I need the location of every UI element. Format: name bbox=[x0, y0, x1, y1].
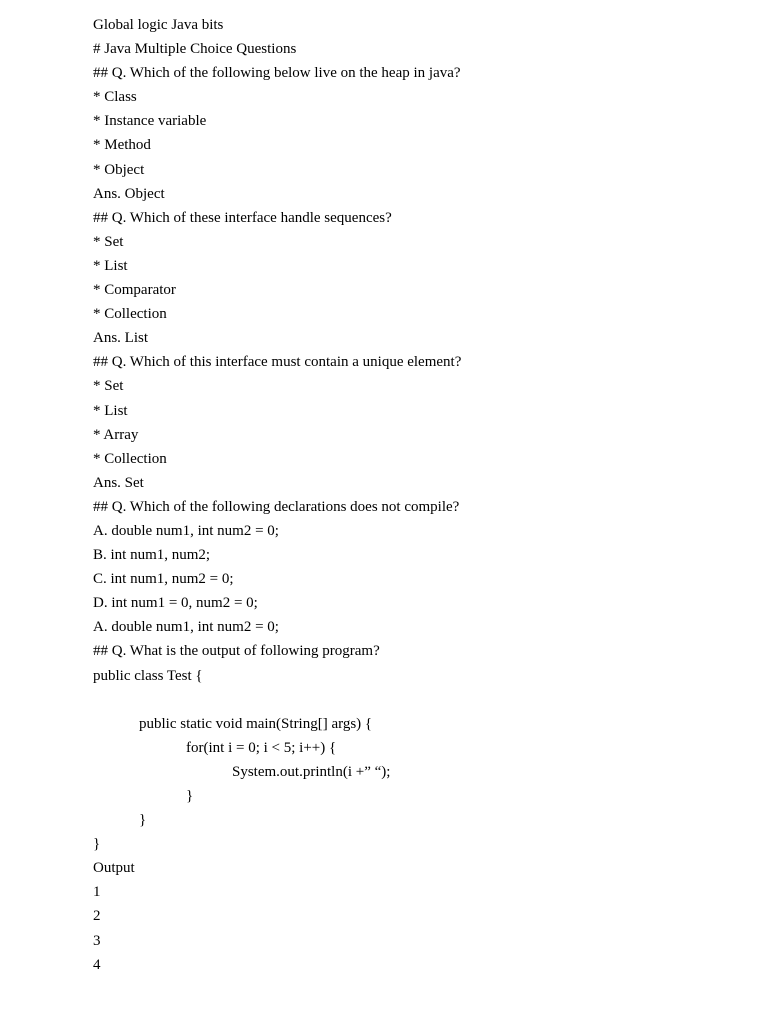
question-1: ## Q. Which of the following below live on the heap in java? bbox=[93, 65, 461, 82]
question-4-option-d: D. int num1 = 0, num2 = 0; bbox=[93, 595, 258, 612]
question-4: ## Q. Which of the following declarations does not compile? bbox=[93, 498, 460, 515]
code-line: for(int i = 0; i < 5; i++) { bbox=[186, 739, 337, 756]
code-line: } bbox=[93, 836, 101, 853]
output-label: Output bbox=[93, 860, 135, 877]
question-4-option-a: A. double num1, int num2 = 0; bbox=[93, 522, 279, 539]
question-3-option-1: * Set bbox=[93, 378, 124, 395]
question-2: ## Q. Which of these interface handle sequences? bbox=[93, 209, 392, 226]
question-3-option-4: * Collection bbox=[93, 450, 167, 467]
question-3: ## Q. Which of this interface must contain a unique element? bbox=[93, 354, 462, 371]
code-line: } bbox=[186, 788, 194, 804]
output-value: 1 bbox=[93, 884, 101, 901]
question-3-option-3: * Array bbox=[93, 426, 139, 443]
question-2-option-4: * Collection bbox=[93, 306, 167, 323]
question-1-option-2: * Instance variable bbox=[93, 113, 207, 130]
code-line: } bbox=[139, 812, 147, 829]
code-line: public static void main(String[] args) { bbox=[139, 715, 373, 732]
question-4-answer: A. double num1, int num2 = 0; bbox=[93, 619, 279, 636]
document-page bbox=[93, 13, 733, 977]
question-3-answer: Ans. Set bbox=[93, 474, 144, 491]
question-1-option-1: * Class bbox=[93, 89, 137, 106]
output-value: 2 bbox=[93, 908, 101, 925]
question-1-option-4: * Object bbox=[93, 161, 145, 178]
question-2-option-1: * Set bbox=[93, 233, 124, 250]
question-5: ## Q. What is the output of following program? bbox=[93, 643, 380, 660]
document-title: Global logic Java bits bbox=[93, 17, 224, 33]
question-1-answer: Ans. Object bbox=[93, 185, 165, 202]
code-line: System.out.println(i +” “); bbox=[232, 763, 391, 780]
question-2-answer: Ans. List bbox=[93, 330, 149, 347]
code-blank-line bbox=[93, 688, 733, 712]
question-2-option-2: * List bbox=[93, 257, 128, 274]
heading-java-mcq: # Java Multiple Choice Questions bbox=[93, 41, 297, 58]
question-4-option-b: B. int num1, num2; bbox=[93, 547, 211, 564]
output-value: 4 bbox=[93, 956, 101, 973]
question-4-option-c: C. int num1, num2 = 0; bbox=[93, 571, 234, 588]
code-line: public class Test { bbox=[93, 667, 203, 684]
output-value: 3 bbox=[93, 932, 101, 949]
question-3-option-2: * List bbox=[93, 402, 128, 419]
question-2-option-3: * Comparator bbox=[93, 282, 176, 299]
question-1-option-3: * Method bbox=[93, 137, 151, 154]
